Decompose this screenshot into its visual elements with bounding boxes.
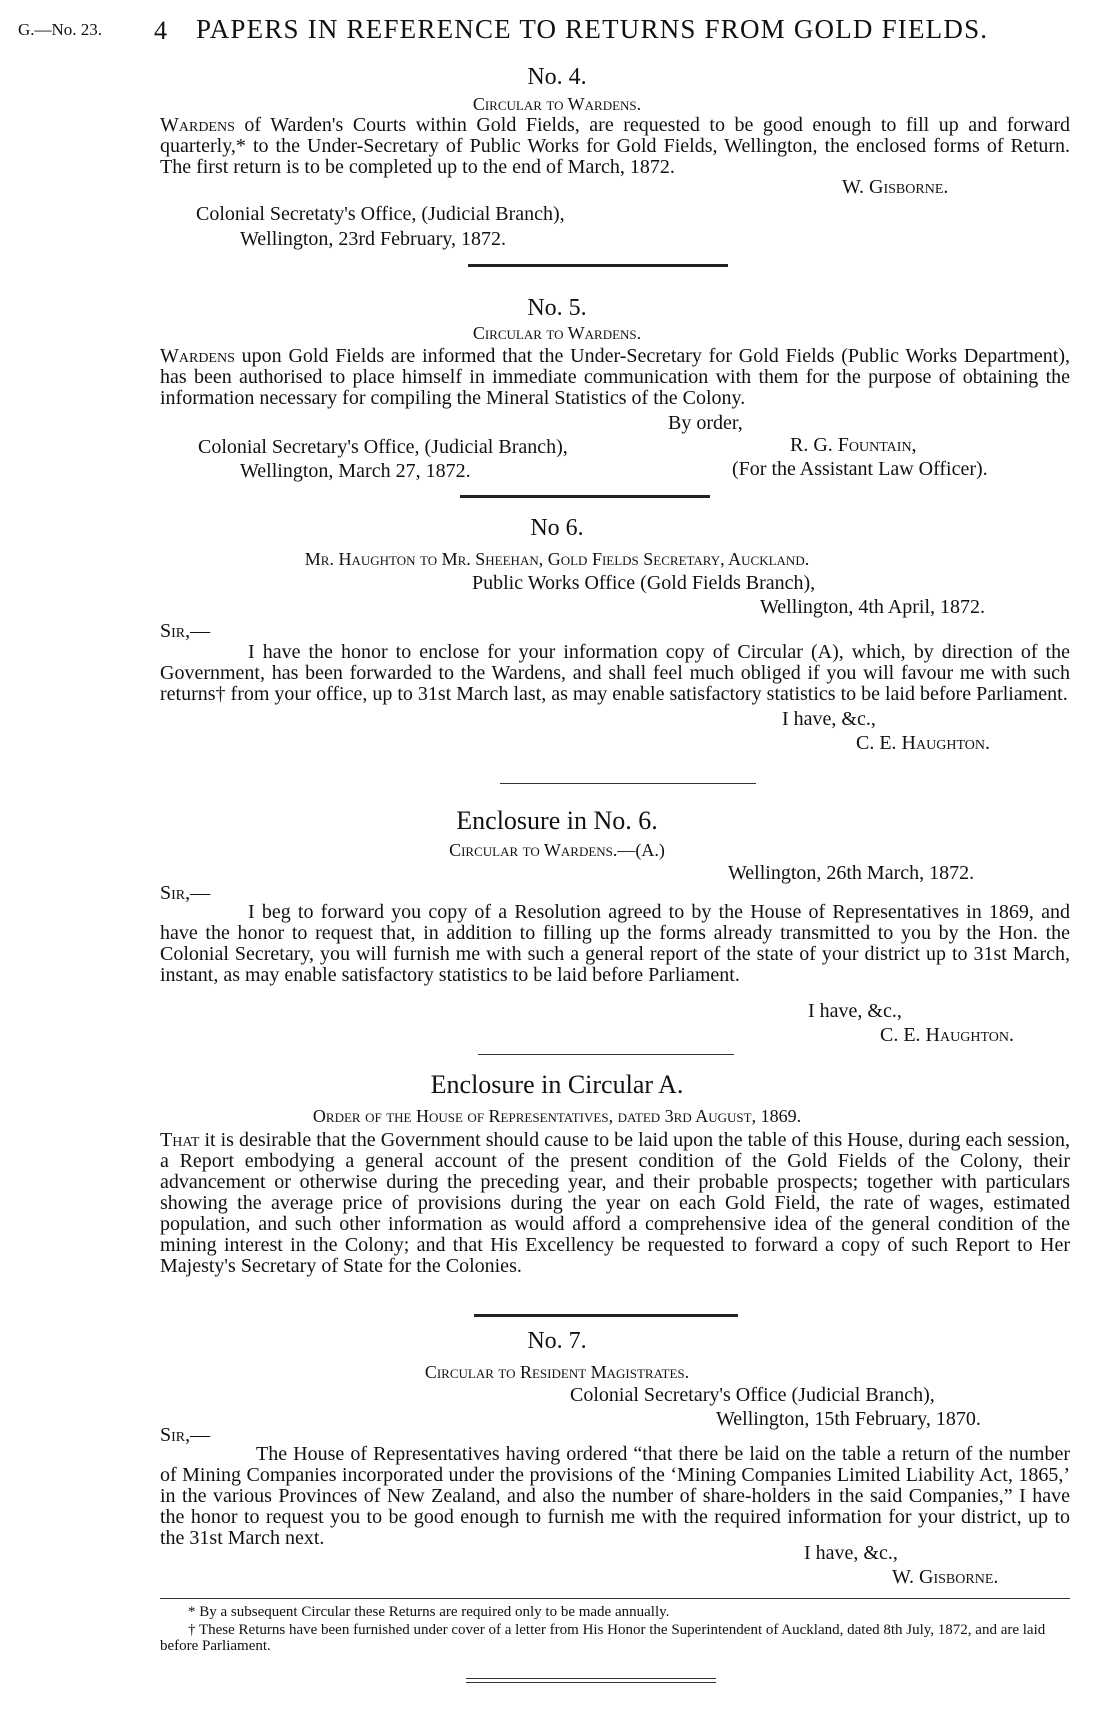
closing-rule	[466, 1678, 716, 1683]
section-6-salutation: Sir,—	[160, 620, 211, 642]
enclosure-6-salutation: Sir,—	[160, 882, 211, 904]
enclosure-6-signer: C. E. Haughton.	[880, 1024, 1014, 1046]
enclosure-6-date: Wellington, 26th March, 1872.	[728, 862, 975, 884]
section-7-salutation: Sir,—	[160, 1424, 211, 1446]
page-number: 4	[154, 16, 167, 45]
section-5-by-order: By order,	[668, 412, 743, 434]
section-divider	[468, 264, 728, 267]
section-divider	[474, 1314, 738, 1317]
section-7-office: Colonial Secretary's Office (Judicial Branch),	[570, 1384, 935, 1406]
enclosure-6-closing: I have, &c.,	[808, 1000, 902, 1022]
section-7-number: No. 7.	[527, 1328, 587, 1354]
section-5-office: Colonial Secretary's Office, (Judicial Branch),	[198, 436, 568, 458]
enclosure-a-text: it is desirable that the Government should cause to be laid upon the table of this House, during each session, a Report embodying a general account of the present condition of the Gold Fields of the Colony, their advancement or otherwise during the preceding year, and their probable prospects; together with particulars showing the average price of provisions during the year on each Gold Field, the rate of wages, estimated population, and such other information as would afford a comprehensive idea of the general condition of the mining interest in the Colony; and that His Excellency be requested to forward a copy of such Report to Her Majesty's Secretary of State for the Colonies.	[160, 1129, 1070, 1277]
footnote-rule	[160, 1598, 1070, 1599]
section-divider	[500, 783, 756, 784]
section-4-signer: W. Gisborne.	[842, 176, 949, 198]
section-5-signer-role: (For the Assistant Law Officer).	[732, 458, 988, 480]
section-divider	[460, 495, 710, 498]
section-5-lead: Wardens	[160, 345, 235, 367]
section-7-closing: I have, &c.,	[804, 1542, 898, 1564]
section-4-text: of Warden's Courts within Gold Fields, are requested to be good enough to fill up and forward quarterly,* to the Under-Secretary of Public Works for Gold Fields, Wellington, the enclosed forms of Return. The first return is to be completed up to the end of March, 1872.	[160, 114, 1070, 178]
section-5-number: No. 5.	[527, 295, 587, 321]
footnote-2: † These Returns have been furnished under cover of a letter from His Honor the Superintendent of Auckland, dated 8th July, 1872, and are laid before Parliament.	[160, 1622, 1046, 1654]
section-5-text: upon Gold Fields are informed that the Under-Secretary for Gold Fields (Public Works Department), has been authorised to place himself in immediate communication with them for the purpose of obtaining the information necessary for compiling the Mineral Statistics of the Colony.	[160, 345, 1070, 409]
enclosure-a-title: Enclosure in Circular A.	[430, 1070, 684, 1099]
footnote-1: * By a subsequent Circular these Returns are required only to be made annually.	[188, 1604, 670, 1620]
enclosure-a-body	[160, 1130, 1070, 1277]
section-4-body	[160, 115, 1070, 178]
section-4-number: No. 4.	[527, 64, 587, 90]
section-6-heading: Mr. Haughton to Mr. Sheehan, Gold Fields Secretary, Auckland.	[304, 549, 810, 569]
section-4-circular: Circular to Wardens.	[472, 94, 642, 114]
section-4-office: Colonial Secretaty's Office, (Judicial Branch),	[196, 203, 565, 225]
section-7-circular: Circular to Resident Magistrates.	[424, 1362, 690, 1382]
page-reference: G.—No. 23.	[18, 20, 103, 39]
section-6-signer: C. E. Haughton.	[856, 732, 990, 754]
section-7-date: Wellington, 15th February, 1870.	[716, 1408, 981, 1430]
section-5-signer: R. G. Fountain,	[790, 434, 917, 456]
section-6-date: Wellington, 4th April, 1872.	[760, 596, 986, 618]
section-4-lead: Wardens	[160, 114, 235, 136]
section-5-circular: Circular to Wardens.	[472, 323, 642, 343]
section-6-body: I have the honor to enclose for your information copy of Circular (A), which, by direction of the Government, has been forwarded to the Wardens, and shall feel much obliged if you will favour me with such returns† from your office, up to 31st March last, as may enable satisfactory statistics to be laid before Parliament.	[160, 641, 1070, 705]
page-title: PAPERS IN REFERENCE TO RETURNS FROM GOLD FIELDS.	[196, 14, 989, 44]
section-4-date: Wellington, 23rd February, 1872.	[240, 228, 506, 250]
section-7-body: The House of Representatives having ordered “that there be laid on the table a return of the number of Mining Companies incorporated under the provisions of the ‘Mining Companies Limited Liability Act, 1865,’ in the various Provinces of New Zealand, and also the number of share-holders in the said Companies,” I have the honor to request you to be good enough to furnish me with the required information for your district, up to the 31st March next.	[160, 1443, 1070, 1549]
section-6-number: No 6.	[530, 515, 584, 541]
section-5-body	[160, 346, 1070, 409]
section-divider	[478, 1054, 734, 1055]
enclosure-6-circular: Circular to Wardens.—(A.)	[449, 840, 665, 860]
section-5-date: Wellington, March 27, 1872.	[240, 460, 471, 482]
enclosure-a-order: Order of the House of Representatives, dated 3rd August, 1869.	[312, 1106, 802, 1126]
section-6-office: Public Works Office (Gold Fields Branch),	[472, 572, 816, 594]
enclosure-a-lead: That	[160, 1129, 200, 1151]
enclosure-6-body: I beg to forward you copy of a Resolution agreed to by the House of Representatives in 1869, and have the honor to request that, in addition to filling up the forms already transmitted to you by the Hon. the Colonial Secretary, you will furnish me with such a general report of the state of your district up to 31st March, instant, as may enable satisfactory statistics to be laid before Parliament.	[160, 901, 1070, 986]
section-6-closing: I have, &c.,	[782, 708, 876, 730]
enclosure-6-title: Enclosure in No. 6.	[456, 806, 658, 835]
section-7-signer: W. Gisborne.	[892, 1566, 999, 1588]
